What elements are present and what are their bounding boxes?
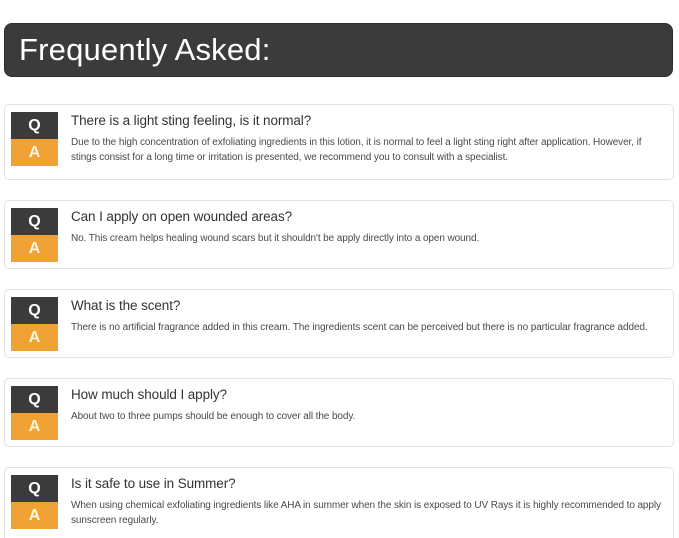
faq-item: [4, 467, 674, 538]
answer-badge: A: [11, 324, 58, 351]
faq-item: [4, 289, 674, 358]
qa-badge-column: [11, 386, 58, 440]
qa-badge-column: [11, 112, 58, 166]
qa-badge-column: [11, 297, 58, 351]
faq-item: [4, 104, 674, 180]
question-badge: Q: [11, 297, 58, 324]
answer-text: When using chemical exfoliating ingredients like AHA in summer when the skin is exposed to UV Rays it is highly recommended to apply sunscreen regularly.: [71, 500, 661, 526]
qa-content: [71, 112, 665, 173]
faq-item: [4, 378, 674, 447]
page-title: Frequently Asked:: [19, 32, 271, 67]
faq-header-bar: [4, 23, 673, 77]
faq-list: [4, 104, 674, 538]
faq-item: [4, 200, 674, 269]
question-text: Is it safe to use in Summer?: [71, 476, 236, 491]
qa-content: [71, 475, 665, 536]
qa-badge-column: [11, 208, 58, 262]
answer-text: There is no artificial fragrance added in this cream. The ingredients scent can be perceived but there is no particular fragrance added.: [71, 322, 648, 333]
question-badge: Q: [11, 208, 58, 235]
answer-text: About two to three pumps should be enough to cover all the body.: [71, 411, 356, 422]
question-badge: Q: [11, 475, 58, 502]
answer-badge: A: [11, 413, 58, 440]
qa-content: [71, 386, 665, 432]
question-text: Can I apply on open wounded areas?: [71, 209, 293, 224]
qa-content: [71, 297, 665, 343]
question-badge: Q: [11, 386, 58, 413]
question-badge: Q: [11, 112, 58, 139]
answer-badge: A: [11, 235, 58, 262]
question-text: What is the scent?: [71, 298, 181, 313]
question-text: How much should I apply?: [71, 387, 227, 402]
question-text: There is a light sting feeling, is it normal?: [71, 113, 312, 128]
answer-badge: A: [11, 139, 58, 166]
qa-badge-column: [11, 475, 58, 529]
answer-text: Due to the high concentration of exfoliating ingredients in this lotion, it is normal to feel a light sting right after application. However, if stings consist for a long time or irritation is presented, we recommend you to consult with a specialist.: [71, 137, 642, 163]
answer-text: No. This cream helps healing wound scars but it shouldn't be apply directly into a open wound.: [71, 233, 480, 244]
faq-page: [0, 23, 679, 538]
answer-badge: A: [11, 502, 58, 529]
qa-content: [71, 208, 665, 254]
